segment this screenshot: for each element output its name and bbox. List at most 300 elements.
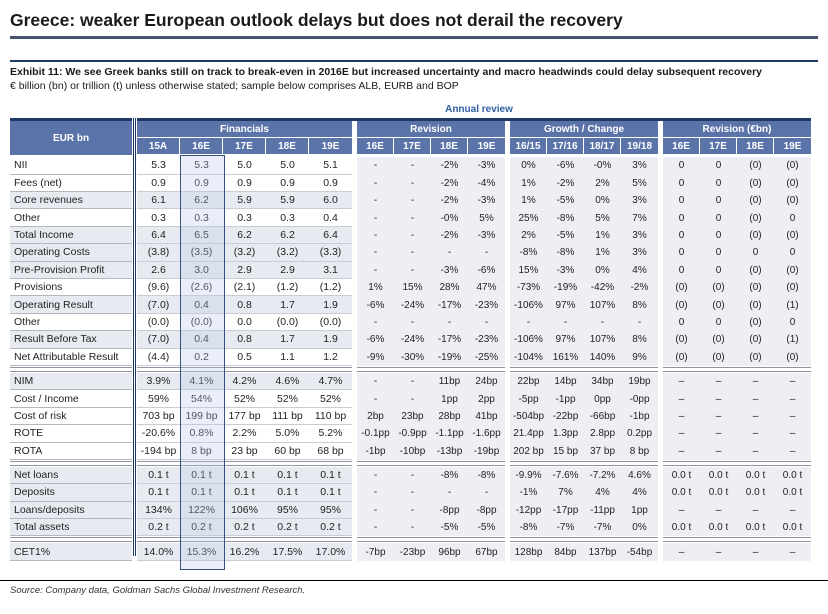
table-cell: -6% <box>357 296 394 313</box>
table-cell: -7% <box>547 519 584 536</box>
panel-gro <box>510 262 658 279</box>
panel-rev <box>357 279 505 296</box>
column-header: 16E <box>357 138 394 154</box>
table-cell: (0.0) <box>309 314 352 331</box>
table-cell: 6.2 <box>180 192 223 209</box>
column-header: 17E <box>394 138 431 154</box>
table-cell: (0.0) <box>266 314 309 331</box>
table-cell: 0.1 t <box>223 484 266 501</box>
panel-rbn <box>663 244 811 261</box>
table-cell: - <box>357 262 394 279</box>
table-cell: 5.3 <box>137 157 180 174</box>
table-cell: - <box>394 390 431 407</box>
table-cell: 3.0 <box>180 262 223 279</box>
column-header: 16E <box>180 138 223 154</box>
table-cell: (0) <box>774 349 811 366</box>
table-cell: – <box>663 425 700 442</box>
table-cell: 54% <box>180 390 223 407</box>
table-cell: 2.2% <box>223 425 266 442</box>
separator-line <box>10 537 132 542</box>
table-cell: - <box>394 484 431 501</box>
table-cell: 16.2% <box>223 543 266 560</box>
table-cell: 0.3 <box>223 209 266 226</box>
table-row <box>10 244 811 261</box>
table-cell: (0) <box>737 349 774 366</box>
table-cell: 4% <box>621 484 658 501</box>
table-cell: (0) <box>663 349 700 366</box>
table-cell: – <box>700 443 737 460</box>
panel-rbn <box>663 390 811 407</box>
table-cell: 0.3 <box>180 209 223 226</box>
panel-fin <box>137 349 352 366</box>
table-cell: 0.0 t <box>700 467 737 484</box>
table-cell: 199 bp <box>180 408 223 425</box>
table-cell: 3% <box>621 244 658 261</box>
table-cell: -23% <box>468 331 505 348</box>
column-group-rev <box>357 121 505 155</box>
table-cell: 0.1 t <box>223 467 266 484</box>
table-cell: -66bp <box>584 408 621 425</box>
column-header: 18E <box>266 138 309 154</box>
panel-gro <box>510 390 658 407</box>
table-cell: 0 <box>700 314 737 331</box>
panel-gro <box>510 543 658 560</box>
table-row <box>10 157 811 174</box>
panel-gro <box>510 279 658 296</box>
table-cell: 0pp <box>584 390 621 407</box>
table-cell: 0 <box>700 209 737 226</box>
table-cell: 5.2% <box>309 425 352 442</box>
label-column-divider <box>133 118 136 556</box>
block-separator <box>10 366 811 373</box>
table-cell: -7.6% <box>547 467 584 484</box>
table-cell: 5.9 <box>223 192 266 209</box>
table-cell: 0 <box>700 175 737 192</box>
panel-rev <box>357 175 505 192</box>
table-cell: 0.1 t <box>266 484 309 501</box>
column-group-rbn <box>663 121 811 155</box>
row-label: Total assets <box>10 519 132 536</box>
table-cell: 0.0 t <box>663 467 700 484</box>
table-cell: 6.4 <box>137 227 180 244</box>
table-cell: 0% <box>510 157 547 174</box>
table-cell: - <box>621 314 658 331</box>
table-cell: 6.2 <box>223 227 266 244</box>
table-cell: 22bp <box>510 373 547 390</box>
table-cell: 1% <box>510 175 547 192</box>
table-cell: 128bp <box>510 543 547 560</box>
table-cell: – <box>737 408 774 425</box>
table-cell: 59% <box>137 390 180 407</box>
panel-rev <box>357 502 505 519</box>
table-cell: - <box>357 484 394 501</box>
table-cell: 84bp <box>547 543 584 560</box>
table-cell: 96bp <box>431 543 468 560</box>
panel-gro <box>510 443 658 460</box>
panel-fin <box>137 157 352 174</box>
table-cell: 0 <box>663 209 700 226</box>
table-cell: -11pp <box>584 502 621 519</box>
table-cell: 6.0 <box>309 192 352 209</box>
table-cell: 1% <box>584 244 621 261</box>
table-cell: – <box>774 543 811 560</box>
table-cell: 134% <box>137 502 180 519</box>
table-cell: - <box>357 390 394 407</box>
table-cell: 52% <box>266 390 309 407</box>
table-cell: 34bp <box>584 373 621 390</box>
table-cell: 2pp <box>468 390 505 407</box>
table-cell: 97% <box>547 331 584 348</box>
column-headers <box>663 138 811 154</box>
row-label: Provisions <box>10 279 132 296</box>
table-cell: 1.9 <box>309 331 352 348</box>
table-cell: (0) <box>663 331 700 348</box>
separator-line <box>357 461 505 466</box>
panel-gro <box>510 175 658 192</box>
separator-line <box>663 537 811 542</box>
table-cell: (0) <box>774 227 811 244</box>
table-cell: -54bp <box>621 543 658 560</box>
table-cell: 0 <box>737 244 774 261</box>
table-cell: 1.1 <box>266 349 309 366</box>
panel-rbn <box>663 467 811 484</box>
table-cell: (0) <box>774 262 811 279</box>
table-cell: 1.2 <box>309 349 352 366</box>
table-cell: -5% <box>547 227 584 244</box>
panel-fin <box>137 484 352 501</box>
table-cell: 6.5 <box>180 227 223 244</box>
row-label: NIM <box>10 373 132 390</box>
table-cell: (0) <box>774 192 811 209</box>
table-cell: 9% <box>621 349 658 366</box>
table-cell: 1.7 <box>266 331 309 348</box>
table-cell: - <box>394 519 431 536</box>
column-header: 19E <box>774 138 811 154</box>
header-groups <box>137 121 811 155</box>
table-cell: 703 bp <box>137 408 180 425</box>
row-label: ROTA <box>10 443 132 460</box>
table-cell: - <box>357 373 394 390</box>
column-header: 16E <box>663 138 700 154</box>
table-cell: – <box>737 443 774 460</box>
table-cell: 0.0 t <box>774 484 811 501</box>
table-cell: 4.6% <box>621 467 658 484</box>
table-cell: 95% <box>266 502 309 519</box>
table-cell: -5% <box>431 519 468 536</box>
panel-rbn <box>663 227 811 244</box>
table-cell: - <box>357 175 394 192</box>
table-cell: - <box>394 467 431 484</box>
table-cell: 0.1 t <box>309 467 352 484</box>
panel-rbn <box>663 349 811 366</box>
table-cell: – <box>774 443 811 460</box>
column-header: 16/15 <box>510 138 547 154</box>
panel-rev <box>357 408 505 425</box>
table-cell: 0.1 t <box>309 484 352 501</box>
table-cell: 67bp <box>468 543 505 560</box>
panel-rbn <box>663 373 811 390</box>
table-cell: -6% <box>357 331 394 348</box>
table-cell: 110 bp <box>309 408 352 425</box>
table-cell: 5% <box>468 209 505 226</box>
table-cell: -42% <box>584 279 621 296</box>
row-label: Loans/deposits <box>10 502 132 519</box>
source-note: Source: Company data, Goldman Sachs Global Investment Research. <box>10 584 306 596</box>
panel-fin <box>137 296 352 313</box>
panel-rbn <box>663 408 811 425</box>
table-cell: 0 <box>774 244 811 261</box>
table-cell: (3.3) <box>309 244 352 261</box>
table-cell: 41bp <box>468 408 505 425</box>
table-cell: – <box>700 408 737 425</box>
panel-rev <box>357 543 505 560</box>
table-cell: 0.0 t <box>737 519 774 536</box>
table-cell: 23 bp <box>223 443 266 460</box>
table-cell: 0.0 t <box>663 484 700 501</box>
table-cell: 28% <box>431 279 468 296</box>
panel-gro <box>510 502 658 519</box>
table-cell: 6.1 <box>137 192 180 209</box>
panel-rev <box>357 314 505 331</box>
table-cell: 97% <box>547 296 584 313</box>
table-cell: 5.0 <box>266 157 309 174</box>
table-cell: -17% <box>431 331 468 348</box>
table-cell: 25% <box>510 209 547 226</box>
panel-fin <box>137 408 352 425</box>
panel-fin <box>137 502 352 519</box>
table-cell: 28bp <box>431 408 468 425</box>
table-cell: (1.2) <box>266 279 309 296</box>
panel-gro <box>510 425 658 442</box>
panel-fin <box>137 519 352 536</box>
table-cell: 1.7 <box>266 296 309 313</box>
table-row <box>10 262 811 279</box>
row-label: NII <box>10 157 132 174</box>
table-cell: 8 bp <box>621 443 658 460</box>
table-cell: -0.9pp <box>394 425 431 442</box>
table-cell: 11bp <box>431 373 468 390</box>
table-cell: – <box>663 543 700 560</box>
table-cell: – <box>663 408 700 425</box>
table-cell: 14bp <box>547 373 584 390</box>
table-cell: 17.0% <box>309 543 352 560</box>
table-cell: 0.8 <box>223 331 266 348</box>
panel-rbn <box>663 519 811 536</box>
table-cell: 0% <box>584 262 621 279</box>
panel-rev <box>357 373 505 390</box>
column-header: 19/18 <box>621 138 658 154</box>
table-cell: 106% <box>223 502 266 519</box>
table-cell: 111 bp <box>266 408 309 425</box>
table-cell: -5% <box>547 192 584 209</box>
table-cell: 15.3% <box>180 543 223 560</box>
table-cell: 0 <box>663 175 700 192</box>
table-cell: -9% <box>357 349 394 366</box>
table-cell: -5% <box>468 519 505 536</box>
table-cell: (0) <box>737 192 774 209</box>
table-cell: -1% <box>510 484 547 501</box>
table-cell: 5% <box>621 175 658 192</box>
table-cell: 21.4pp <box>510 425 547 442</box>
table-row <box>10 467 811 484</box>
table-cell: - <box>431 314 468 331</box>
column-group-gro <box>510 121 658 155</box>
table-cell: -3% <box>547 262 584 279</box>
panel-rev <box>357 244 505 261</box>
table-cell: 8 bp <box>180 443 223 460</box>
separator-line <box>663 461 811 466</box>
table-cell: 2% <box>584 175 621 192</box>
panel-rbn <box>663 443 811 460</box>
table-cell: (0) <box>663 296 700 313</box>
column-headers <box>357 138 505 154</box>
table-cell: -7bp <box>357 543 394 560</box>
table-cell: 4.6% <box>266 373 309 390</box>
table-cell: 0.9 <box>137 175 180 192</box>
panel-gro <box>510 244 658 261</box>
table-cell: 0 <box>774 209 811 226</box>
table-cell: -25% <box>468 349 505 366</box>
table-cell: - <box>468 314 505 331</box>
table-cell: - <box>584 314 621 331</box>
table-cell: (0) <box>737 175 774 192</box>
table-cell: (9.6) <box>137 279 180 296</box>
table-cell: - <box>431 484 468 501</box>
panel-gro <box>510 467 658 484</box>
table-cell: (0) <box>737 209 774 226</box>
table-row <box>10 408 811 425</box>
panel-fin <box>137 279 352 296</box>
table-cell: (0) <box>700 331 737 348</box>
table-cell: - <box>510 314 547 331</box>
table-cell: (4.4) <box>137 349 180 366</box>
table-cell: 4.7% <box>309 373 352 390</box>
table-cell: 0.3 <box>266 209 309 226</box>
column-headers <box>137 138 352 154</box>
table-cell: (0) <box>737 262 774 279</box>
table-row <box>10 192 811 209</box>
table-cell: 0 <box>663 227 700 244</box>
panel-gro <box>510 349 658 366</box>
table-cell: 0.4 <box>180 331 223 348</box>
table-cell: – <box>774 425 811 442</box>
table-cell: 0.2pp <box>621 425 658 442</box>
table-cell: (3.2) <box>266 244 309 261</box>
table-row <box>10 373 811 390</box>
panel-fin <box>137 373 352 390</box>
panel-rbn <box>663 314 811 331</box>
table-cell: (0) <box>700 279 737 296</box>
table-cell: (0) <box>737 314 774 331</box>
separator-line <box>137 537 352 542</box>
table-cell: -104% <box>510 349 547 366</box>
table-cell: 47% <box>468 279 505 296</box>
table-cell: 3% <box>621 227 658 244</box>
table-cell: 0.0 t <box>774 467 811 484</box>
panel-rbn <box>663 543 811 560</box>
column-group-label: Revision (€bn) <box>663 121 811 138</box>
table-cell: -23bp <box>394 543 431 560</box>
row-label: Net Attributable Result <box>10 349 132 366</box>
table-cell: (1) <box>774 296 811 313</box>
panel-fin <box>137 543 352 560</box>
table-row <box>10 209 811 226</box>
table-row <box>10 314 811 331</box>
row-label: Pre-Provision Profit <box>10 262 132 279</box>
panel-rev <box>357 349 505 366</box>
table-cell: 0.9 <box>223 175 266 192</box>
table-cell: 2.9 <box>223 262 266 279</box>
panel-rbn <box>663 209 811 226</box>
table-cell: – <box>737 373 774 390</box>
table-cell: 0.1 t <box>137 467 180 484</box>
table-cell: - <box>468 484 505 501</box>
table-cell: -17% <box>431 296 468 313</box>
column-header: 19E <box>309 138 352 154</box>
table-cell: 0 <box>663 262 700 279</box>
panel-rbn <box>663 279 811 296</box>
row-label: Cost / Income <box>10 390 132 407</box>
table-cell: 0 <box>700 227 737 244</box>
table-cell: - <box>394 314 431 331</box>
panel-gro <box>510 157 658 174</box>
table-cell: -504bp <box>510 408 547 425</box>
table-cell: 3.1 <box>309 262 352 279</box>
table-cell: -8% <box>468 467 505 484</box>
row-label: Operating Result <box>10 296 132 313</box>
separator-line <box>137 461 352 466</box>
table-cell: -106% <box>510 296 547 313</box>
annual-review-label: Annual review <box>445 104 513 116</box>
separator-line <box>663 367 811 372</box>
table-cell: (0) <box>737 227 774 244</box>
table-cell: -2% <box>621 279 658 296</box>
table-cell: (7.0) <box>137 296 180 313</box>
panel-fin <box>137 314 352 331</box>
table-cell: – <box>737 390 774 407</box>
table-cell: 52% <box>223 390 266 407</box>
table-cell: -24% <box>394 331 431 348</box>
table-cell: – <box>663 373 700 390</box>
table-cell: 161% <box>547 349 584 366</box>
table-cell: 0.0 t <box>737 467 774 484</box>
panel-rbn <box>663 262 811 279</box>
table-cell: – <box>700 373 737 390</box>
panel-fin <box>137 244 352 261</box>
table-cell: (3.5) <box>180 244 223 261</box>
table-cell: 0% <box>584 192 621 209</box>
table-cell: 8% <box>621 331 658 348</box>
panel-gro <box>510 408 658 425</box>
table-cell: -9.9% <box>510 467 547 484</box>
table-cell: 14.0% <box>137 543 180 560</box>
row-label: CET1% <box>10 543 132 560</box>
table-cell: 15% <box>394 279 431 296</box>
separator-line <box>510 367 658 372</box>
panel-rbn <box>663 296 811 313</box>
table-cell: 0 <box>700 244 737 261</box>
panel-rev <box>357 209 505 226</box>
table-cell: 1pp <box>621 502 658 519</box>
panel-rbn <box>663 425 811 442</box>
table-cell: (0) <box>737 157 774 174</box>
table-cell: 0.0 t <box>700 484 737 501</box>
panel-gro <box>510 373 658 390</box>
table-cell: (0) <box>700 296 737 313</box>
table-cell: 0.8 <box>223 296 266 313</box>
panel-rev <box>357 390 505 407</box>
table-cell: 107% <box>584 296 621 313</box>
